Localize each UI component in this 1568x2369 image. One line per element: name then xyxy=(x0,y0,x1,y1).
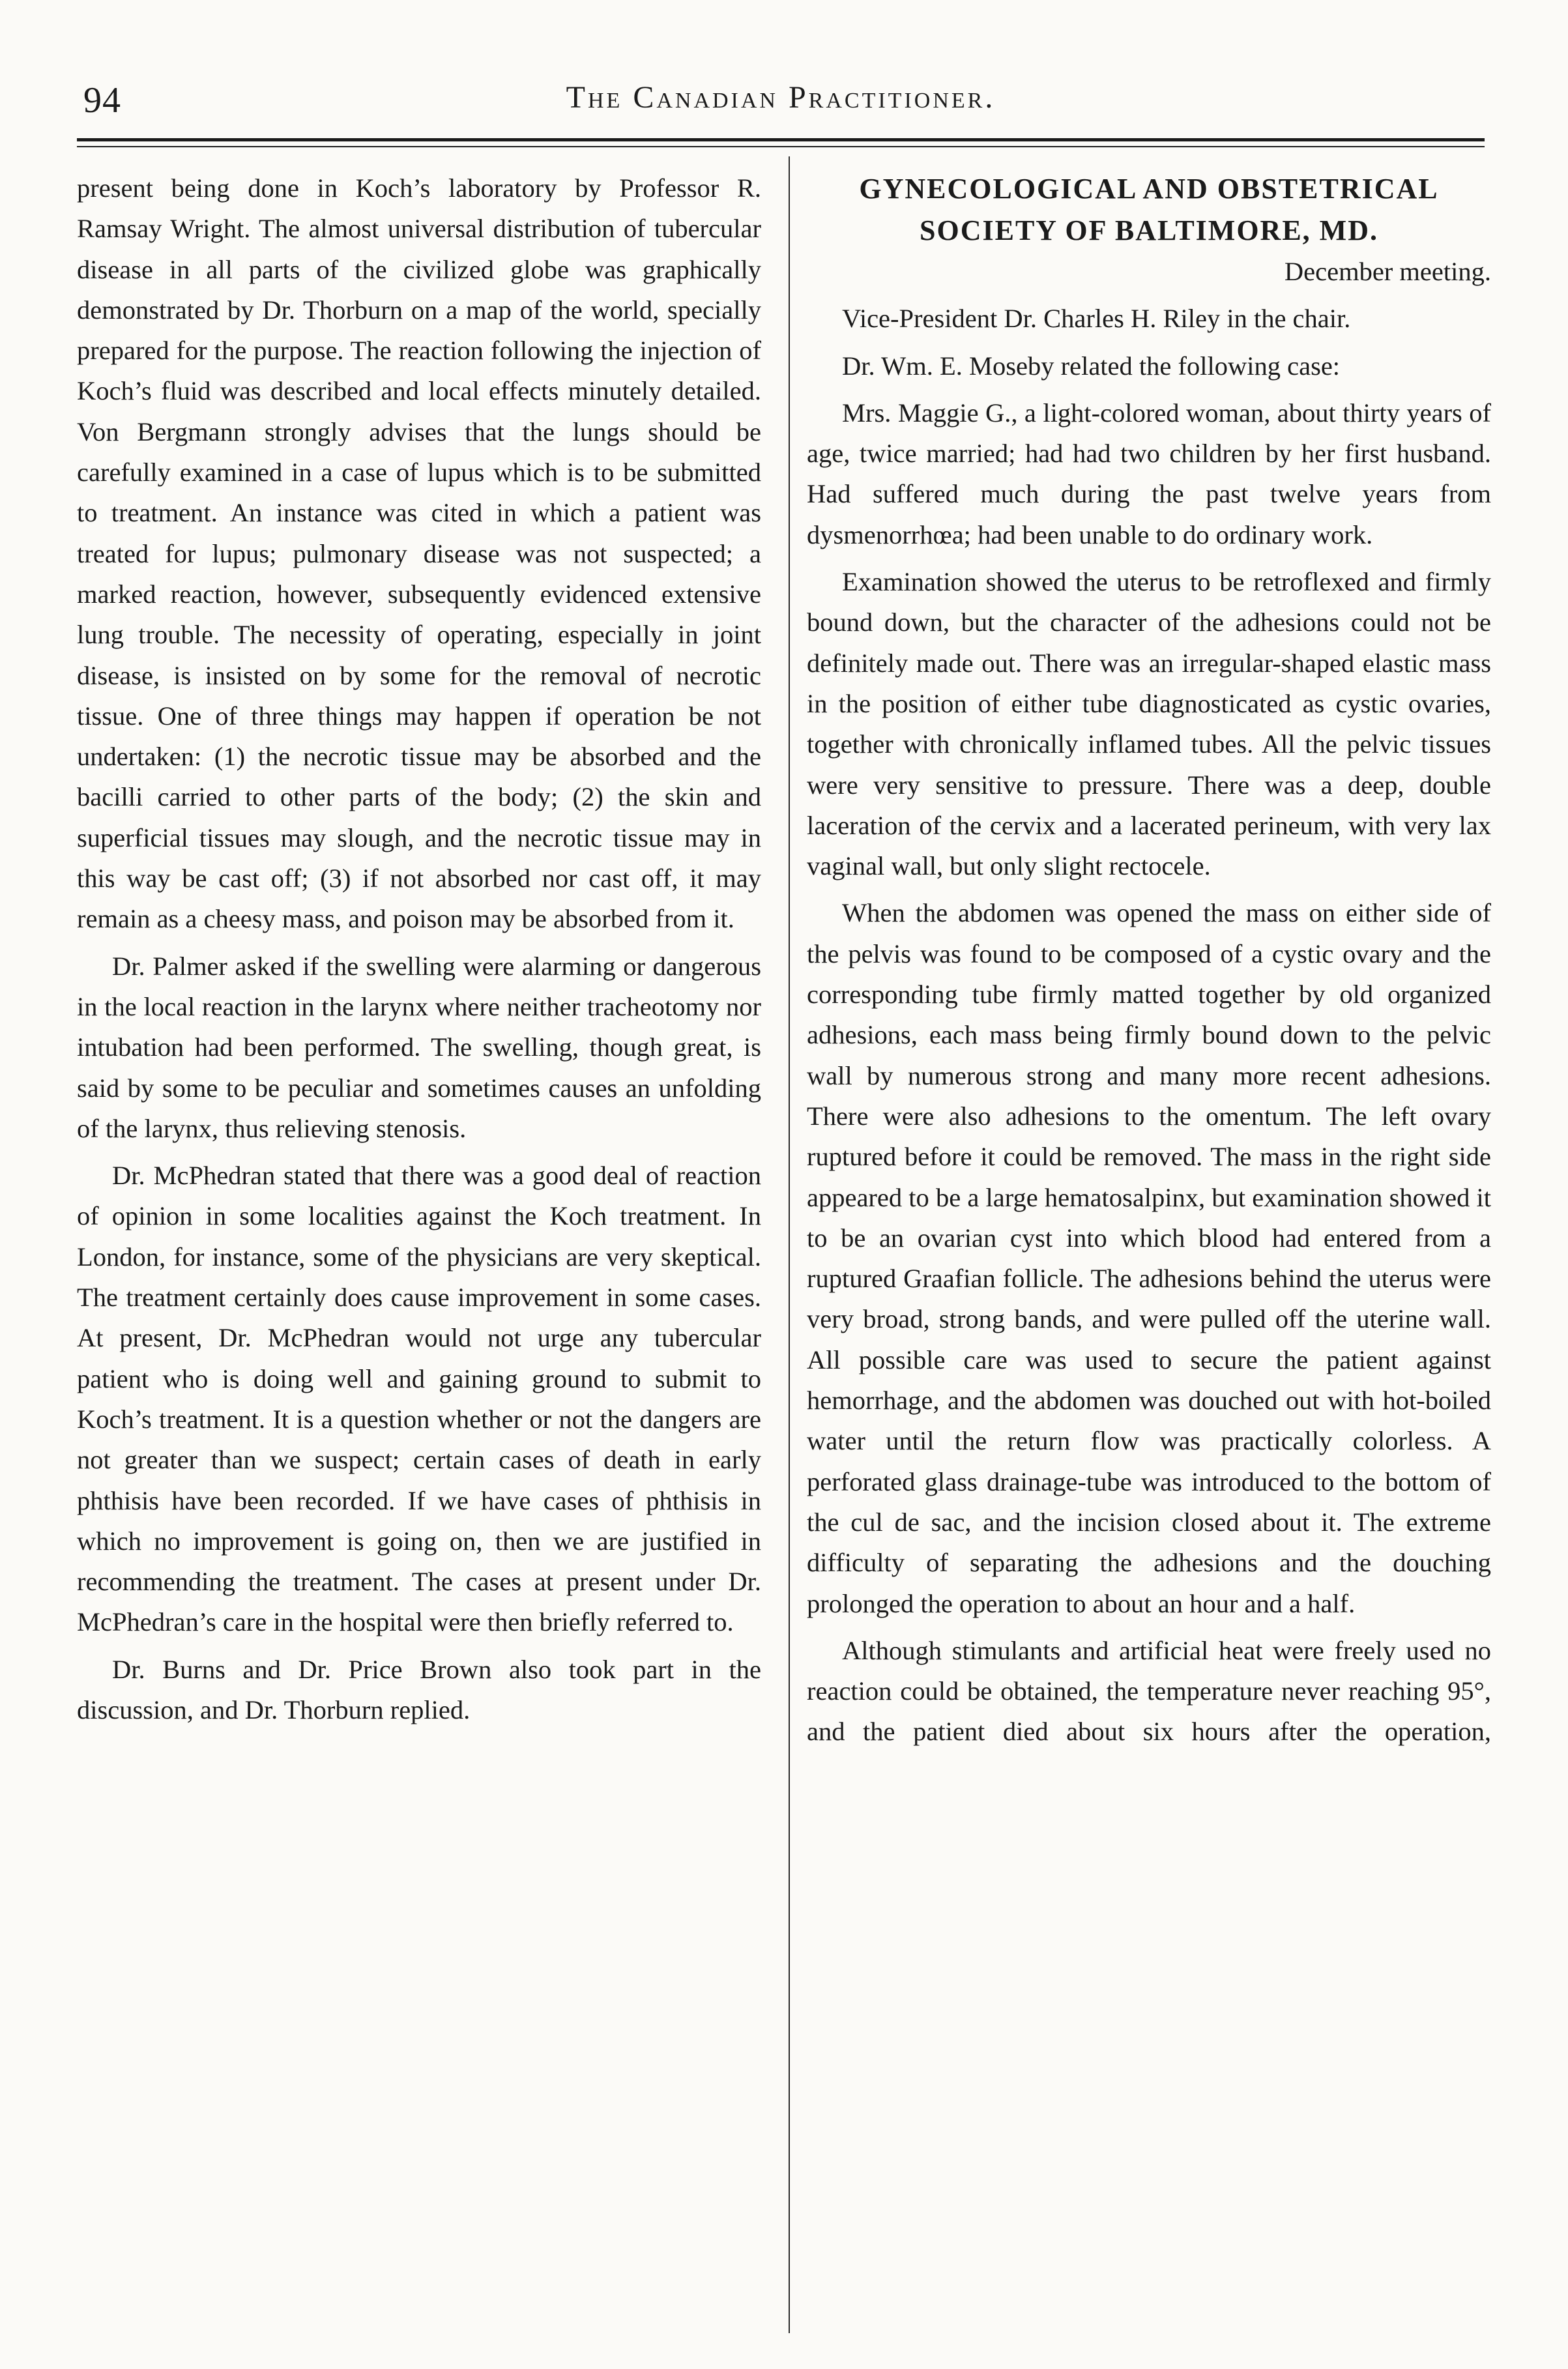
paragraph: Examination showed the uterus to be retroflexed and firmly bound down, but the character of the adhesions could not be definitely made out. There was an irregular-shaped elastic mass in the position of either tube diagnosticated as cystic ovaries, together with chronically inflamed tubes. All the pelvic tissues were very sensitive to pressure. There was a deep, double laceration of the cervix and a lacerated perineum, with very lax vaginal wall, but only slight rectocele. xyxy=(807,567,1491,881)
paragraph: Vice-President Dr. Charles H. Riley in the chair. xyxy=(842,304,1351,334)
paragraph: Mrs. Maggie G., a light-colored woman, about thirty years of age, twice married; had had two children by her first husband. Had suffered much during the past twelve years from dysmenorrhœa; had been unable to do ordinary work. xyxy=(807,398,1491,549)
section-heading: GYNECOLOGICAL AND OBSTETRICAL SOCIETY OF BALTIMORE, MD. xyxy=(859,173,1439,246)
left-column xyxy=(77,168,761,1730)
page-header xyxy=(77,72,1485,137)
paragraph: When the abdomen was opened the mass on either side of the pelvis was found to be composed of a cystic ovary and the corresponding tube firmly matted together by old organized adhesions, each mass being firmly bound down to the pelvic wall by numerous strong and many more recent adhesions. There were also adhesions to the omentum. The left ovary ruptured before it could be removed. The mass in the right side appeared to be a large hematosalpinx, but examination showed it to be an ovarian cyst into which blood had entered from a ruptured Graafian follicle. The adhesions behind the uterus were very broad, strong bands, and were pulled off the uterine wall. All possible care was used to secure the patient against hemorrhage, and the abdomen was douched out with hot-boiled water until the return flow was practically colorless. A perforated glass drainage-tube was introduced to the bottom of the cul de sac, and the incision closed about it. The extreme difficulty of separating the adhesions and the douching prolonged the operation to about an hour and a half. xyxy=(807,898,1491,1618)
page-number: 94 xyxy=(83,80,121,121)
header-rule-thin xyxy=(77,146,1485,147)
paragraph: Dr. Wm. E. Moseby related the following case: xyxy=(842,351,1341,381)
meeting-label: December meeting. xyxy=(1284,257,1491,286)
header-rule-thick xyxy=(77,138,1485,141)
right-column xyxy=(807,168,1491,1752)
paragraph: Although stimulants and artificial heat were freely used no reaction could be obtained, the temperature never reaching 95°, and the patient died about six hours after the operation, xyxy=(807,1635,1491,1747)
paragraph: present being done in Koch’s laboratory by Professor R. Ramsay Wright. The almost universal distribution of tubercular disease in all parts of the civilized globe was graphically demonstrated by Dr. Thorburn on a map of the world, specially prepared for the purpose. The reaction following the injection of Koch’s fluid was described and local effects minutely detailed. Von Bergmann strongly advises that the lungs should be carefully examined in a case of lupus which is to be submitted to treatment. An instance was cited in which a patient was treated for lupus; pulmonary disease was not suspected; a marked reaction, however, subsequently evidenced extensive lung trouble. The necessity of operating, especially in joint disease, is insisted on by some for the removal of necrotic tissue. One of three things may happen if operation be not undertaken: (1) the necrotic tissue may be absorbed and the bacilli carried to other parts of the body; (2) the skin and superficial tissues may slough, and the necrotic tissue may in this way be cast off; (3) if not absorbed nor cast off, it may remain as a cheesy mass, and poison may be absorbed from it. xyxy=(77,173,761,934)
running-title: The Canadian Practitioner. xyxy=(566,80,996,115)
paragraph: Dr. Burns and Dr. Price Brown also took part in the discussion, and Dr. Thorburn replied. xyxy=(77,1654,761,1724)
paragraph: Dr. Palmer asked if the swelling were alarming or dangerous in the local reaction in the larynx where neither tracheotomy nor intubation had been performed. The swelling, though great, is said by some to be peculiar and sometimes causes an unfolding of the larynx, thus relieving stenosis. xyxy=(77,951,761,1143)
paragraph: Dr. McPhedran stated that there was a good deal of reaction of opinion in some localities against the Koch treatment. In London, for instance, some of the physicians are very skeptical. The treatment certainly does cause improvement in some cases. At present, Dr. McPhedran would not urge any tubercular patient who is doing well and gaining ground to submit to Koch’s treatment. It is a question whether or not the dangers are not greater than we suspect; certain cases of death in early phthisis have been recorded. If we have cases of phthisis in which no improvement is going on, then we are justified in recommending the treatment. The cases at present under Dr. McPhedran’s care in the hospital were then briefly referred to. xyxy=(77,1161,761,1637)
column-divider xyxy=(789,156,790,2333)
